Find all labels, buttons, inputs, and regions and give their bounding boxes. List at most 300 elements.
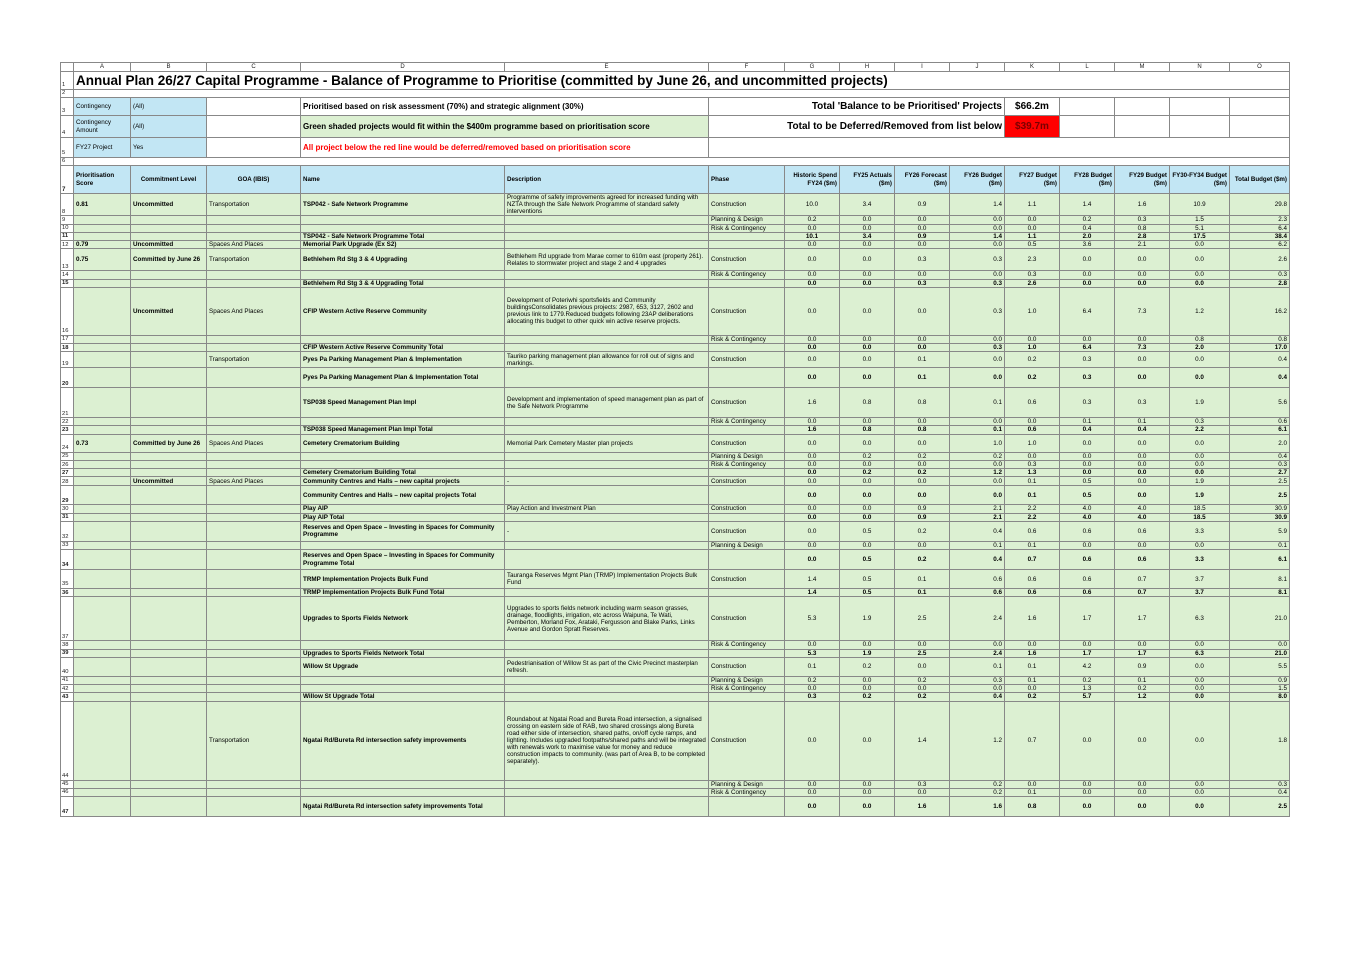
fy28-budget-cell[interactable]: 2.0 bbox=[1060, 232, 1115, 240]
fy25-actuals-cell[interactable]: 0.8 bbox=[840, 388, 895, 418]
phase-cell[interactable]: Construction bbox=[709, 194, 785, 216]
total-budget-cell[interactable]: 6.4 bbox=[1230, 224, 1290, 232]
phase-cell[interactable]: Construction bbox=[709, 388, 785, 418]
row-number[interactable]: 31 bbox=[61, 513, 74, 521]
row-number[interactable]: 7 bbox=[61, 166, 74, 194]
fy25-actuals-cell[interactable]: 0.5 bbox=[840, 550, 895, 570]
historic-spend-cell[interactable]: 0.0 bbox=[785, 344, 840, 352]
row-number[interactable]: 4 bbox=[61, 116, 74, 138]
name-cell[interactable]: Reserves and Open Space – Investing in Spaces for Community Programme bbox=[301, 521, 505, 541]
commitment-cell[interactable] bbox=[131, 271, 207, 279]
total-budget-cell[interactable]: 2.7 bbox=[1230, 469, 1290, 477]
fy27-budget-cell[interactable]: 0.6 bbox=[1005, 521, 1060, 541]
name-cell[interactable] bbox=[301, 788, 505, 796]
phase-cell[interactable]: Risk & Contingency bbox=[709, 460, 785, 468]
commitment-cell[interactable] bbox=[131, 224, 207, 232]
historic-spend-cell[interactable]: 0.0 bbox=[785, 505, 840, 513]
phase-cell[interactable]: Construction bbox=[709, 434, 785, 452]
phase-cell[interactable]: Construction bbox=[709, 352, 785, 368]
description-cell[interactable] bbox=[505, 452, 709, 460]
header-commitment[interactable]: Commitment Level bbox=[131, 166, 207, 194]
goa-cell[interactable] bbox=[207, 224, 301, 232]
row-number[interactable]: 21 bbox=[61, 388, 74, 418]
total-budget-cell[interactable]: 5.5 bbox=[1230, 657, 1290, 676]
fy25-actuals-cell[interactable]: 0.0 bbox=[840, 486, 895, 505]
goa-cell[interactable] bbox=[207, 452, 301, 460]
total-budget-cell[interactable]: 0.3 bbox=[1230, 271, 1290, 279]
column-header-h[interactable]: H bbox=[840, 63, 895, 72]
fy25-actuals-cell[interactable]: 0.8 bbox=[840, 426, 895, 434]
goa-cell[interactable] bbox=[207, 657, 301, 676]
fy26-forecast-cell[interactable]: 0.0 bbox=[895, 216, 950, 224]
commitment-cell[interactable] bbox=[131, 521, 207, 541]
phase-cell[interactable]: Risk & Contingency bbox=[709, 685, 785, 693]
name-cell[interactable]: CFIP Western Active Reserve Community bbox=[301, 287, 505, 335]
name-cell[interactable]: Memorial Park Upgrade (Ex S2) bbox=[301, 241, 505, 249]
total-budget-cell[interactable]: 8.1 bbox=[1230, 570, 1290, 589]
phase-cell[interactable] bbox=[709, 550, 785, 570]
score-cell[interactable] bbox=[74, 352, 131, 368]
phase-cell[interactable]: Planning & Design bbox=[709, 216, 785, 224]
fy28-budget-cell[interactable]: 0.3 bbox=[1060, 352, 1115, 368]
fy25-actuals-cell[interactable]: 0.0 bbox=[840, 249, 895, 271]
fy26-forecast-cell[interactable]: 0.0 bbox=[895, 434, 950, 452]
row-number[interactable]: 23 bbox=[61, 426, 74, 434]
name-cell[interactable] bbox=[301, 641, 505, 649]
name-cell[interactable] bbox=[301, 676, 505, 684]
fy26-forecast-cell[interactable]: 0.3 bbox=[895, 279, 950, 287]
phase-cell[interactable]: Risk & Contingency bbox=[709, 271, 785, 279]
fy29-budget-cell[interactable]: 0.0 bbox=[1115, 469, 1170, 477]
score-cell[interactable] bbox=[74, 550, 131, 570]
fy26-budget-cell[interactable]: 0.1 bbox=[950, 426, 1005, 434]
row-number[interactable]: 34 bbox=[61, 550, 74, 570]
fy26-budget-cell[interactable]: 0.0 bbox=[950, 477, 1005, 486]
total-budget-cell[interactable]: 2.5 bbox=[1230, 486, 1290, 505]
fy25-actuals-cell[interactable]: 0.0 bbox=[840, 344, 895, 352]
row-number[interactable]: 24 bbox=[61, 434, 74, 452]
commitment-cell[interactable] bbox=[131, 676, 207, 684]
fy27-budget-cell[interactable]: 1.3 bbox=[1005, 469, 1060, 477]
commitment-cell[interactable] bbox=[131, 570, 207, 589]
phase-cell[interactable]: Risk & Contingency bbox=[709, 335, 785, 343]
goa-cell[interactable] bbox=[207, 550, 301, 570]
goa-cell[interactable] bbox=[207, 541, 301, 549]
total-budget-cell[interactable]: 0.3 bbox=[1230, 780, 1290, 788]
fy26-budget-cell[interactable]: 1.2 bbox=[950, 469, 1005, 477]
row-number[interactable]: 11 bbox=[61, 232, 74, 240]
name-cell[interactable] bbox=[301, 780, 505, 788]
fy29-budget-cell[interactable]: 0.0 bbox=[1115, 641, 1170, 649]
name-cell[interactable] bbox=[301, 335, 505, 343]
fy28-budget-cell[interactable]: 0.4 bbox=[1060, 224, 1115, 232]
description-cell[interactable] bbox=[505, 513, 709, 521]
fy25-actuals-cell[interactable]: 0.2 bbox=[840, 469, 895, 477]
commitment-cell[interactable] bbox=[131, 589, 207, 597]
name-cell[interactable] bbox=[301, 460, 505, 468]
score-cell[interactable] bbox=[74, 521, 131, 541]
fy30-fy34-budget-cell[interactable]: 3.7 bbox=[1170, 589, 1230, 597]
commitment-cell[interactable] bbox=[131, 469, 207, 477]
goa-cell[interactable] bbox=[207, 521, 301, 541]
fy26-forecast-cell[interactable]: 0.9 bbox=[895, 194, 950, 216]
historic-spend-cell[interactable]: 0.0 bbox=[785, 418, 840, 426]
goa-cell[interactable] bbox=[207, 418, 301, 426]
historic-spend-cell[interactable]: 0.0 bbox=[785, 335, 840, 343]
fy29-budget-cell[interactable]: 0.0 bbox=[1115, 279, 1170, 287]
historic-spend-cell[interactable]: 0.0 bbox=[785, 797, 840, 817]
column-header-b[interactable]: B bbox=[131, 63, 207, 72]
name-cell[interactable]: TSP042 - Safe Network Programme Total bbox=[301, 232, 505, 240]
column-header-k[interactable]: K bbox=[1005, 63, 1060, 72]
fy26-budget-cell[interactable]: 0.3 bbox=[950, 676, 1005, 684]
fy26-budget-cell[interactable]: 0.1 bbox=[950, 388, 1005, 418]
fy26-budget-cell[interactable]: 0.0 bbox=[950, 641, 1005, 649]
fy27-budget-cell[interactable]: 0.0 bbox=[1005, 216, 1060, 224]
total-budget-cell[interactable]: 1.8 bbox=[1230, 701, 1290, 780]
fy26-budget-cell[interactable]: 0.0 bbox=[950, 216, 1005, 224]
score-cell[interactable] bbox=[74, 418, 131, 426]
row-number[interactable]: 25 bbox=[61, 452, 74, 460]
goa-cell[interactable]: Transportation bbox=[207, 249, 301, 271]
fy30-fy34-budget-cell[interactable]: 10.9 bbox=[1170, 194, 1230, 216]
score-cell[interactable] bbox=[74, 486, 131, 505]
row-number[interactable]: 42 bbox=[61, 685, 74, 693]
header-phase[interactable]: Phase bbox=[709, 166, 785, 194]
fy25-actuals-cell[interactable]: 0.5 bbox=[840, 589, 895, 597]
description-cell[interactable] bbox=[505, 344, 709, 352]
total-budget-cell[interactable]: 0.0 bbox=[1230, 641, 1290, 649]
name-cell[interactable] bbox=[301, 216, 505, 224]
historic-spend-cell[interactable]: 0.0 bbox=[785, 521, 840, 541]
fy30-fy34-budget-cell[interactable]: 6.3 bbox=[1170, 649, 1230, 657]
fy25-actuals-cell[interactable]: 0.2 bbox=[840, 693, 895, 701]
description-cell[interactable] bbox=[505, 224, 709, 232]
fy28-budget-cell[interactable]: 0.0 bbox=[1060, 797, 1115, 817]
goa-cell[interactable] bbox=[207, 693, 301, 701]
fy26-forecast-cell[interactable]: 0.9 bbox=[895, 505, 950, 513]
description-cell[interactable] bbox=[505, 550, 709, 570]
total-budget-cell[interactable]: 8.0 bbox=[1230, 693, 1290, 701]
commitment-cell[interactable] bbox=[131, 780, 207, 788]
fy29-budget-cell[interactable]: 1.7 bbox=[1115, 649, 1170, 657]
description-cell[interactable] bbox=[505, 649, 709, 657]
score-cell[interactable] bbox=[74, 388, 131, 418]
score-cell[interactable] bbox=[74, 657, 131, 676]
fy26-forecast-cell[interactable]: 0.2 bbox=[895, 550, 950, 570]
fy29-budget-cell[interactable]: 4.0 bbox=[1115, 505, 1170, 513]
fy29-budget-cell[interactable]: 2.8 bbox=[1115, 232, 1170, 240]
row-number[interactable]: 36 bbox=[61, 589, 74, 597]
fy25-actuals-cell[interactable]: 0.0 bbox=[840, 513, 895, 521]
score-cell[interactable] bbox=[74, 469, 131, 477]
total-budget-cell[interactable]: 30.9 bbox=[1230, 505, 1290, 513]
name-cell[interactable]: Pyes Pa Parking Management Plan & Implementation Total bbox=[301, 368, 505, 388]
phase-cell[interactable]: Construction bbox=[709, 701, 785, 780]
fy25-actuals-cell[interactable]: 0.2 bbox=[840, 452, 895, 460]
fy28-budget-cell[interactable]: 1.4 bbox=[1060, 194, 1115, 216]
fy30-fy34-budget-cell[interactable]: 0.0 bbox=[1170, 685, 1230, 693]
fy26-budget-cell[interactable]: 0.3 bbox=[950, 344, 1005, 352]
fy26-budget-cell[interactable]: 1.0 bbox=[950, 434, 1005, 452]
fy27-budget-cell[interactable]: 0.8 bbox=[1005, 797, 1060, 817]
commitment-cell[interactable] bbox=[131, 541, 207, 549]
historic-spend-cell[interactable]: 0.0 bbox=[785, 224, 840, 232]
fy27-budget-cell[interactable]: 0.0 bbox=[1005, 335, 1060, 343]
historic-spend-cell[interactable]: 10.1 bbox=[785, 232, 840, 240]
description-cell[interactable]: Tauriko parking management plan allowance for roll out of signs and markings. bbox=[505, 352, 709, 368]
description-cell[interactable] bbox=[505, 641, 709, 649]
total-budget-cell[interactable]: 16.2 bbox=[1230, 287, 1290, 335]
fy30-fy34-budget-cell[interactable]: 1.5 bbox=[1170, 216, 1230, 224]
fy27-budget-cell[interactable]: 0.5 bbox=[1005, 241, 1060, 249]
fy28-budget-cell[interactable]: 3.6 bbox=[1060, 241, 1115, 249]
phase-cell[interactable] bbox=[709, 649, 785, 657]
historic-spend-cell[interactable]: 0.0 bbox=[785, 701, 840, 780]
fy27-budget-cell[interactable]: 0.7 bbox=[1005, 550, 1060, 570]
fy25-actuals-cell[interactable]: 0.0 bbox=[840, 460, 895, 468]
commitment-cell[interactable] bbox=[131, 460, 207, 468]
phase-cell[interactable]: Construction bbox=[709, 570, 785, 589]
fy26-budget-cell[interactable]: 1.6 bbox=[950, 797, 1005, 817]
fy28-budget-cell[interactable]: 4.0 bbox=[1060, 513, 1115, 521]
fy26-forecast-cell[interactable]: 0.0 bbox=[895, 287, 950, 335]
total-budget-cell[interactable]: 0.4 bbox=[1230, 352, 1290, 368]
fy28-budget-cell[interactable]: 0.0 bbox=[1060, 460, 1115, 468]
description-cell[interactable]: Development and implementation of speed management plan as part of the Safe Network Programme bbox=[505, 388, 709, 418]
historic-spend-cell[interactable]: 1.4 bbox=[785, 589, 840, 597]
fy27-budget-cell[interactable]: 1.1 bbox=[1005, 194, 1060, 216]
fy30-fy34-budget-cell[interactable]: 0.0 bbox=[1170, 452, 1230, 460]
historic-spend-cell[interactable]: 0.0 bbox=[785, 452, 840, 460]
header-name[interactable]: Name bbox=[301, 166, 505, 194]
fy25-actuals-cell[interactable]: 0.2 bbox=[840, 657, 895, 676]
row-number[interactable]: 43 bbox=[61, 693, 74, 701]
description-cell[interactable]: Memorial Park Cemetery Master plan projects bbox=[505, 434, 709, 452]
fy26-forecast-cell[interactable]: 0.3 bbox=[895, 249, 950, 271]
fy26-budget-cell[interactable]: 1.4 bbox=[950, 232, 1005, 240]
column-header-o[interactable]: O bbox=[1230, 63, 1290, 72]
fy25-actuals-cell[interactable]: 0.0 bbox=[840, 641, 895, 649]
fy29-budget-cell[interactable]: 0.0 bbox=[1115, 368, 1170, 388]
description-cell[interactable] bbox=[505, 541, 709, 549]
fy26-budget-cell[interactable]: 0.0 bbox=[950, 368, 1005, 388]
commitment-cell[interactable]: Uncommitted bbox=[131, 287, 207, 335]
fy26-budget-cell[interactable]: 1.4 bbox=[950, 194, 1005, 216]
name-cell[interactable]: Play AIP Total bbox=[301, 513, 505, 521]
phase-cell[interactable]: Construction bbox=[709, 597, 785, 641]
fy25-actuals-cell[interactable]: 0.0 bbox=[840, 224, 895, 232]
fy27-budget-cell[interactable]: 0.1 bbox=[1005, 486, 1060, 505]
fy28-budget-cell[interactable]: 0.0 bbox=[1060, 335, 1115, 343]
fy27-budget-cell[interactable]: 1.0 bbox=[1005, 434, 1060, 452]
blank-cell[interactable] bbox=[207, 138, 301, 158]
historic-spend-cell[interactable]: 1.6 bbox=[785, 426, 840, 434]
row-number[interactable]: 15 bbox=[61, 279, 74, 287]
fy25-actuals-cell[interactable]: 1.9 bbox=[840, 649, 895, 657]
total-budget-cell[interactable]: 0.4 bbox=[1230, 452, 1290, 460]
total-budget-cell[interactable]: 17.0 bbox=[1230, 344, 1290, 352]
fy25-actuals-cell[interactable]: 0.0 bbox=[840, 788, 895, 796]
header-fy29-budget[interactable]: FY29 Budget ($m) bbox=[1115, 166, 1170, 194]
historic-spend-cell[interactable]: 0.0 bbox=[785, 541, 840, 549]
phase-cell[interactable] bbox=[709, 469, 785, 477]
score-cell[interactable] bbox=[74, 597, 131, 641]
score-cell[interactable] bbox=[74, 589, 131, 597]
row-number[interactable]: 8 bbox=[61, 194, 74, 216]
score-cell[interactable] bbox=[74, 788, 131, 796]
fy26-forecast-cell[interactable]: 1.4 bbox=[895, 701, 950, 780]
commitment-cell[interactable] bbox=[131, 486, 207, 505]
row-number[interactable]: 6 bbox=[61, 158, 74, 166]
fy27-budget-cell[interactable]: 0.2 bbox=[1005, 368, 1060, 388]
fy30-fy34-budget-cell[interactable]: 0.0 bbox=[1170, 460, 1230, 468]
score-cell[interactable] bbox=[74, 477, 131, 486]
fy26-budget-cell[interactable]: 2.1 bbox=[950, 513, 1005, 521]
blank-cell[interactable] bbox=[74, 90, 1290, 98]
fy25-actuals-cell[interactable]: 0.0 bbox=[840, 216, 895, 224]
score-cell[interactable] bbox=[74, 693, 131, 701]
goa-cell[interactable]: Spaces And Places bbox=[207, 434, 301, 452]
fy26-forecast-cell[interactable]: 0.9 bbox=[895, 232, 950, 240]
description-cell[interactable]: Play Action and Investment Plan bbox=[505, 505, 709, 513]
description-cell[interactable] bbox=[505, 232, 709, 240]
fy27-budget-cell[interactable]: 0.1 bbox=[1005, 676, 1060, 684]
header-goa[interactable]: GOA (IBIS) bbox=[207, 166, 301, 194]
score-cell[interactable] bbox=[74, 271, 131, 279]
description-cell[interactable] bbox=[505, 589, 709, 597]
name-cell[interactable] bbox=[301, 418, 505, 426]
phase-cell[interactable] bbox=[709, 693, 785, 701]
commitment-cell[interactable] bbox=[131, 657, 207, 676]
commitment-cell[interactable] bbox=[131, 368, 207, 388]
name-cell[interactable]: Cemetery Crematorium Building bbox=[301, 434, 505, 452]
historic-spend-cell[interactable]: 0.0 bbox=[785, 368, 840, 388]
fy29-budget-cell[interactable]: 0.7 bbox=[1115, 570, 1170, 589]
fy30-fy34-budget-cell[interactable]: 2.2 bbox=[1170, 426, 1230, 434]
fy30-fy34-budget-cell[interactable]: 0.0 bbox=[1170, 434, 1230, 452]
goa-cell[interactable] bbox=[207, 641, 301, 649]
fy27-budget-cell[interactable]: 0.0 bbox=[1005, 452, 1060, 460]
phase-cell[interactable] bbox=[709, 426, 785, 434]
fy28-budget-cell[interactable]: 0.0 bbox=[1060, 271, 1115, 279]
fy29-budget-cell[interactable]: 0.0 bbox=[1115, 541, 1170, 549]
name-cell[interactable]: Upgrades to Sports Fields Network bbox=[301, 597, 505, 641]
fy26-forecast-cell[interactable]: 0.0 bbox=[895, 641, 950, 649]
goa-cell[interactable] bbox=[207, 279, 301, 287]
score-cell[interactable] bbox=[74, 216, 131, 224]
fy29-budget-cell[interactable]: 0.2 bbox=[1115, 685, 1170, 693]
fy28-budget-cell[interactable]: 0.0 bbox=[1060, 701, 1115, 780]
phase-cell[interactable]: Construction bbox=[709, 505, 785, 513]
fy27-budget-cell[interactable]: 1.6 bbox=[1005, 597, 1060, 641]
phase-cell[interactable]: Planning & Design bbox=[709, 780, 785, 788]
header-fy27-budget[interactable]: FY27 Budget ($m) bbox=[1005, 166, 1060, 194]
fy29-budget-cell[interactable]: 0.0 bbox=[1115, 486, 1170, 505]
goa-cell[interactable] bbox=[207, 676, 301, 684]
fy26-budget-cell[interactable]: 0.0 bbox=[950, 352, 1005, 368]
fy26-forecast-cell[interactable]: 0.0 bbox=[895, 657, 950, 676]
historic-spend-cell[interactable]: 0.0 bbox=[785, 469, 840, 477]
column-header-n[interactable]: N bbox=[1170, 63, 1230, 72]
row-number[interactable]: 2 bbox=[61, 90, 74, 98]
total-budget-cell[interactable]: 1.5 bbox=[1230, 685, 1290, 693]
goa-cell[interactable] bbox=[207, 589, 301, 597]
fy27-budget-cell[interactable]: 0.6 bbox=[1005, 570, 1060, 589]
total-budget-cell[interactable]: 2.5 bbox=[1230, 797, 1290, 817]
header-total-budget[interactable]: Total Budget ($m) bbox=[1230, 166, 1290, 194]
goa-cell[interactable] bbox=[207, 344, 301, 352]
column-header-m[interactable]: M bbox=[1115, 63, 1170, 72]
fy30-fy34-budget-cell[interactable]: 6.3 bbox=[1170, 597, 1230, 641]
description-cell[interactable]: - bbox=[505, 477, 709, 486]
header-fy26-budget[interactable]: FY26 Budget ($m) bbox=[950, 166, 1005, 194]
row-number[interactable]: 19 bbox=[61, 352, 74, 368]
phase-cell[interactable]: Construction bbox=[709, 521, 785, 541]
fy26-budget-cell[interactable]: 0.6 bbox=[950, 570, 1005, 589]
fy28-budget-cell[interactable]: 6.4 bbox=[1060, 344, 1115, 352]
description-cell[interactable] bbox=[505, 469, 709, 477]
name-cell[interactable]: CFIP Western Active Reserve Community Total bbox=[301, 344, 505, 352]
blank-cell[interactable] bbox=[1115, 98, 1170, 116]
commitment-cell[interactable] bbox=[131, 344, 207, 352]
fy29-budget-cell[interactable]: 0.0 bbox=[1115, 335, 1170, 343]
fy28-budget-cell[interactable]: 0.5 bbox=[1060, 477, 1115, 486]
goa-cell[interactable]: Transportation bbox=[207, 352, 301, 368]
row-number[interactable]: 10 bbox=[61, 224, 74, 232]
goa-cell[interactable] bbox=[207, 216, 301, 224]
fy29-budget-cell[interactable]: 0.3 bbox=[1115, 388, 1170, 418]
historic-spend-cell[interactable]: 1.6 bbox=[785, 388, 840, 418]
fy28-budget-cell[interactable]: 0.5 bbox=[1060, 486, 1115, 505]
fy27-budget-cell[interactable]: 0.2 bbox=[1005, 352, 1060, 368]
description-cell[interactable]: Bethlehem Rd upgrade from Marae corner to 610m east (property 261). Relates to stormwater project and stage 2 and 4 upgrades bbox=[505, 249, 709, 271]
fy25-actuals-cell[interactable]: 0.0 bbox=[840, 701, 895, 780]
fy28-budget-cell[interactable]: 0.0 bbox=[1060, 279, 1115, 287]
fy27-budget-cell[interactable]: 1.1 bbox=[1005, 232, 1060, 240]
fy30-fy34-budget-cell[interactable]: 1.9 bbox=[1170, 486, 1230, 505]
fy30-fy34-budget-cell[interactable]: 0.3 bbox=[1170, 418, 1230, 426]
name-cell[interactable]: Cemetery Crematorium Building Total bbox=[301, 469, 505, 477]
historic-spend-cell[interactable]: 5.3 bbox=[785, 597, 840, 641]
score-cell[interactable] bbox=[74, 641, 131, 649]
goa-cell[interactable] bbox=[207, 486, 301, 505]
fy27-budget-cell[interactable]: 0.0 bbox=[1005, 641, 1060, 649]
name-cell[interactable]: Ngatai Rd/Bureta Rd intersection safety improvements bbox=[301, 701, 505, 780]
goa-cell[interactable]: Spaces And Places bbox=[207, 241, 301, 249]
score-cell[interactable] bbox=[74, 541, 131, 549]
phase-cell[interactable] bbox=[709, 279, 785, 287]
historic-spend-cell[interactable]: 1.4 bbox=[785, 570, 840, 589]
total-budget-cell[interactable]: 2.0 bbox=[1230, 434, 1290, 452]
name-cell[interactable]: Bethlehem Rd Stg 3 & 4 Upgrading bbox=[301, 249, 505, 271]
fy30-fy34-budget-cell[interactable]: 5.1 bbox=[1170, 224, 1230, 232]
fy30-fy34-budget-cell[interactable]: 0.0 bbox=[1170, 676, 1230, 684]
fy26-forecast-cell[interactable]: 0.0 bbox=[895, 241, 950, 249]
row-number[interactable]: 18 bbox=[61, 344, 74, 352]
row-number[interactable]: 28 bbox=[61, 477, 74, 486]
fy27-budget-cell[interactable]: 1.6 bbox=[1005, 649, 1060, 657]
row-number[interactable]: 32 bbox=[61, 521, 74, 541]
fy29-budget-cell[interactable]: 4.0 bbox=[1115, 513, 1170, 521]
description-cell[interactable]: Roundabout at Ngatai Road and Bureta Road intersection, a signalised crossing on eastern side of RAB, two shared crossings along Bureta road either side of intersection, shared paths, on/off cycle ramps, and lighting. Includes upgraded footpaths/shared paths and will be integrated with renewals work to maximise value for money and reduce construction impacts to community. (was part of Area B, to be completed separately). bbox=[505, 701, 709, 780]
description-cell[interactable] bbox=[505, 460, 709, 468]
header-description[interactable]: Description bbox=[505, 166, 709, 194]
contingency-amount-filter-dropdown[interactable]: (All) bbox=[131, 116, 207, 138]
fy27-budget-cell[interactable]: 2.2 bbox=[1005, 513, 1060, 521]
commitment-cell[interactable] bbox=[131, 685, 207, 693]
fy28-budget-cell[interactable]: 4.0 bbox=[1060, 505, 1115, 513]
